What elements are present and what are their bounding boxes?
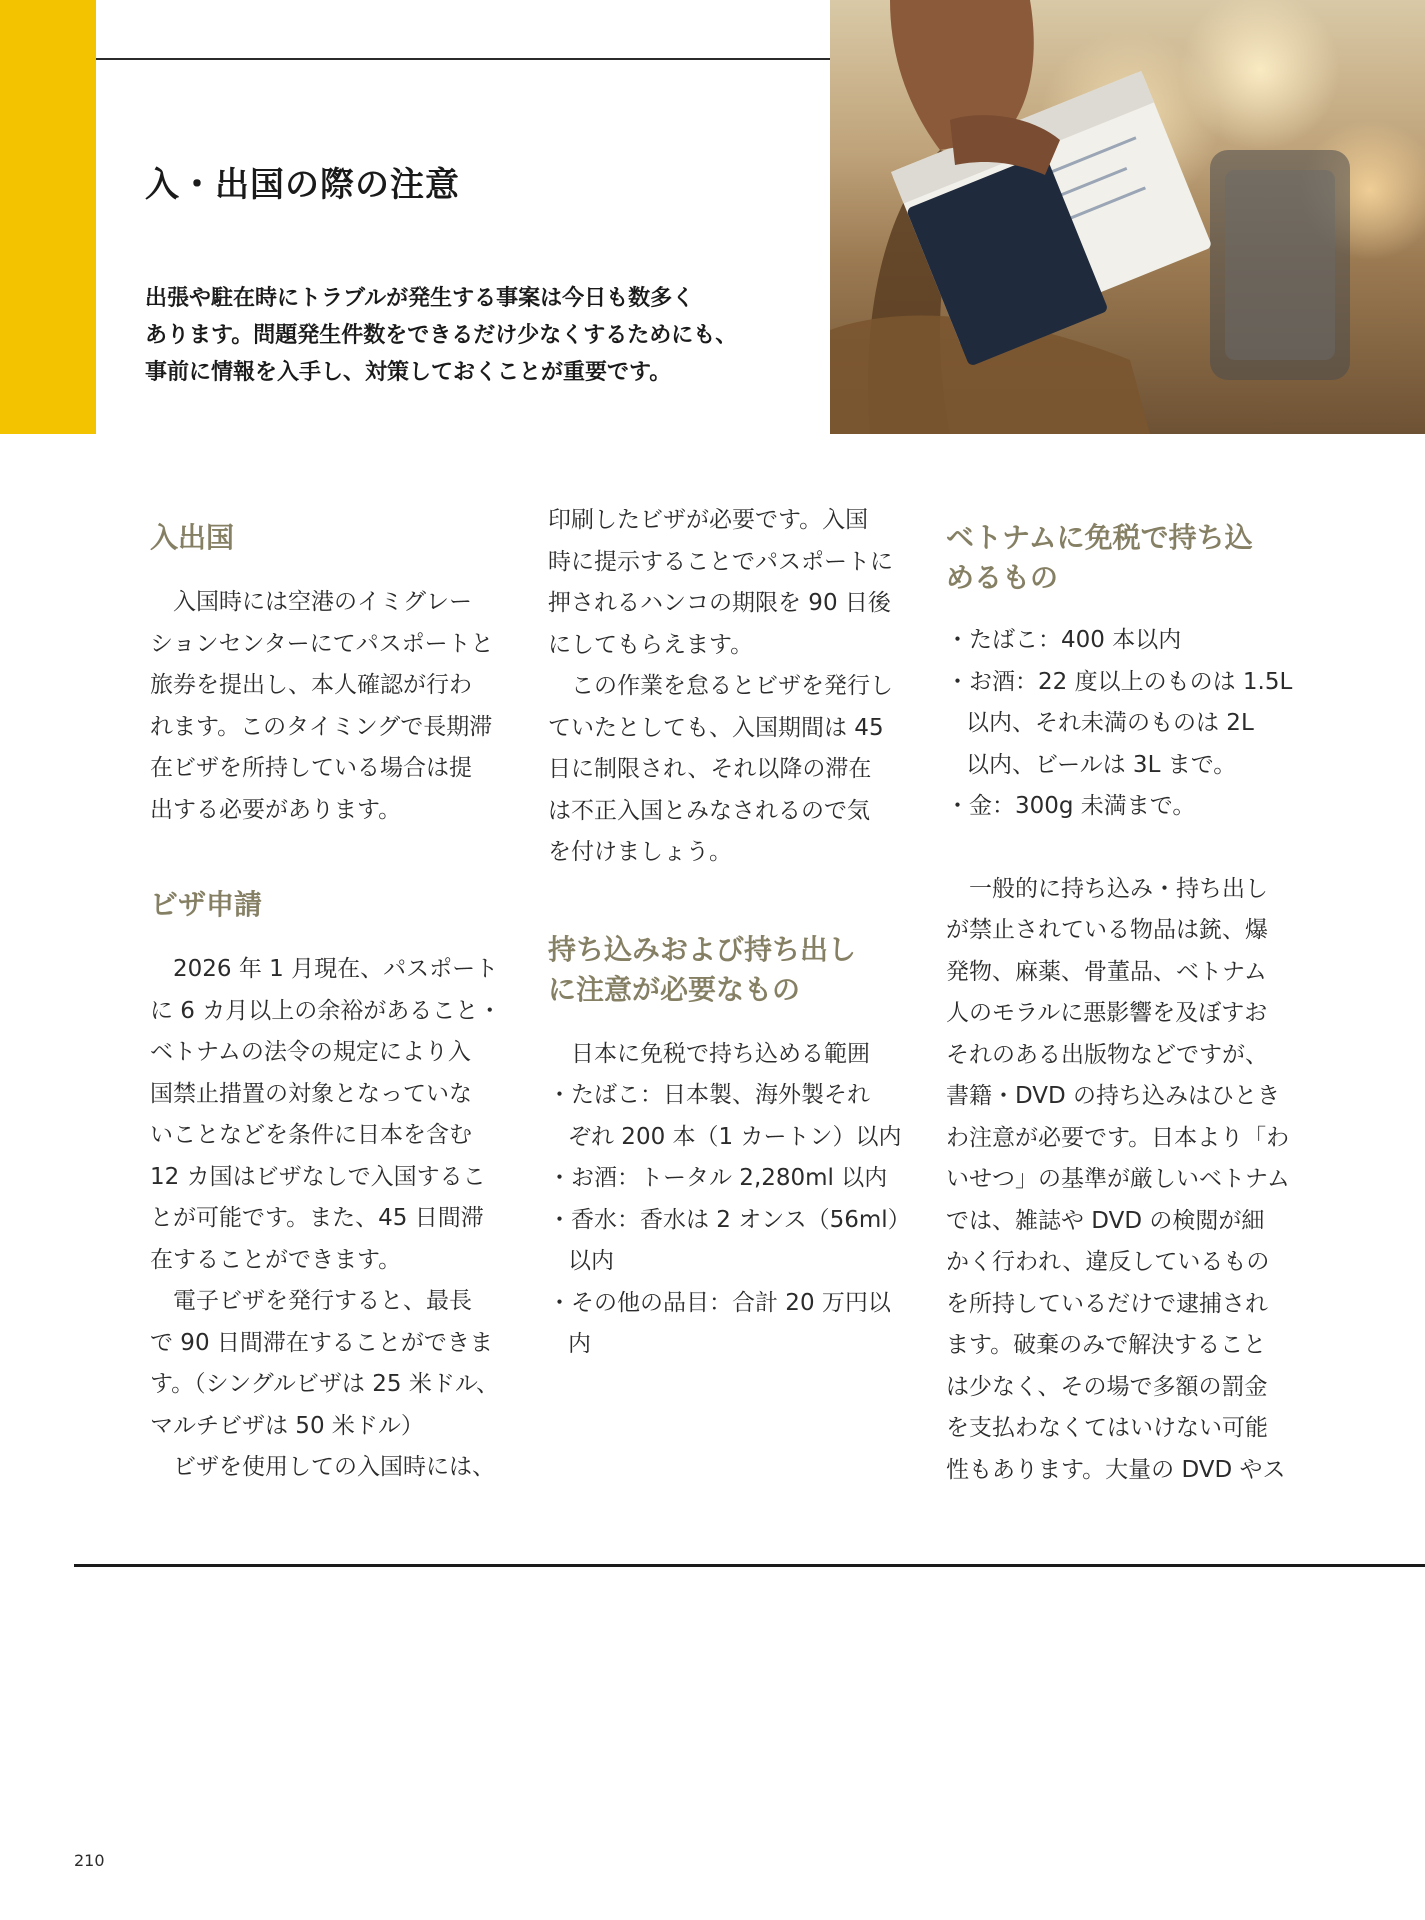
heading-line: ビザ申請	[150, 888, 263, 921]
text-line: この作業を怠るとビザを発行し	[548, 673, 893, 699]
section-heading-carry	[548, 930, 898, 1010]
text-line: ベトナムの法令の規定により入	[150, 1039, 471, 1065]
carry-list	[548, 1034, 911, 1366]
text-line: 旅券を提出し、本人確認が行わ	[150, 672, 472, 698]
text-line: 日本に免税で持ち込める範囲	[548, 1040, 870, 1067]
column-3	[946, 500, 1296, 1491]
list-item: ・香水：香水は 2 オンス（56ml）	[548, 1206, 911, 1233]
text-line: 時に提示することでパスポートに	[548, 548, 893, 575]
page-title: 入・出国の際の注意	[145, 165, 460, 205]
text-line: では、雑誌や DVD の検閲が細	[946, 1207, 1265, 1234]
list-item-continued: 以内、ビールは 3L まで。	[966, 751, 1237, 778]
text-line: いせつ」の基準が厳しいベトナム	[946, 1166, 1290, 1192]
text-line: ビザを使用しての入国時には、	[150, 1454, 495, 1480]
heading-line: 持ち込みおよび持ち出し	[548, 932, 857, 966]
list-item: ・たばこ：日本製、海外製それ	[548, 1082, 870, 1108]
text-line: 押されるハンコの期限を 90 日後	[548, 590, 891, 616]
text-line: ていたとしても、入国期間は 45	[548, 714, 884, 741]
section-heading-dutyfree	[946, 518, 1296, 598]
text-line: を付けましょう。	[548, 839, 732, 865]
text-line: 国禁止措置の対象となっていな	[150, 1080, 472, 1107]
text-line: 12 カ国はビザなしで入国するこ	[150, 1163, 486, 1190]
text-line: 電子ビザを発行すると、最長	[150, 1288, 472, 1314]
lead-line: 出張や駐在時にトラブルが発生する事案は今日も数多く	[145, 286, 695, 311]
accent-bar	[0, 0, 96, 434]
text-line: いことなどを条件に日本を含む	[150, 1122, 472, 1148]
photo-illustration	[830, 0, 1425, 434]
heading-line: めるもの	[946, 561, 1059, 594]
list-item: ・金：300g 未満まで。	[946, 793, 1196, 819]
lead-line: 事前に情報を入手し、対策しておくことが重要です。	[145, 360, 672, 385]
text-line: 入国時には空港のイミグレー	[150, 589, 472, 615]
text-line: 一般的に持ち込み・持ち出し	[946, 875, 1268, 902]
heading-line: ベトナムに免税で持ち込	[946, 521, 1253, 554]
text-line: に 6 カ月以上の余裕があること・	[150, 997, 502, 1024]
text-line: にしてもらえます。	[548, 631, 754, 658]
heading-line: に注意が必要なもの	[548, 972, 801, 1006]
text-line: 在ビザを所持している場合は提	[150, 755, 472, 781]
text-line: マルチビザは 50 米ドル）	[150, 1412, 424, 1439]
page-number: 210	[74, 1851, 105, 1870]
text-line: 発物、麻薬、骨董品、ベトナム	[946, 958, 1267, 985]
text-line: 2026 年 1 月現在、パスポート	[150, 956, 499, 982]
prohibited-paragraph	[946, 869, 1296, 1492]
text-line: とが可能です。また、45 日間滞	[150, 1205, 484, 1231]
text-line: は少なく、その場で多額の罰金	[946, 1373, 1268, 1400]
text-line: かく行われ、違反しているもの	[946, 1249, 1270, 1275]
lead-paragraph	[145, 280, 795, 391]
list-item-continued: 以内、それ未満のものは 2L	[966, 710, 1254, 736]
visa-paragraph	[150, 949, 500, 1489]
text-line: を所持しているだけで逮捕され	[946, 1290, 1268, 1317]
bottom-rule	[74, 1564, 1425, 1567]
section-heading-immigration	[150, 518, 500, 558]
list-item-continued: 内	[568, 1331, 591, 1357]
text-line: ションセンターにてパスポートと	[150, 630, 494, 657]
text-line: す。（シングルビザは 25 米ドル、	[150, 1371, 499, 1397]
text-line: は不正入国とみなされるので気	[548, 797, 870, 824]
text-line: 印刷したビザが必要です。入国	[548, 507, 869, 533]
column-1	[150, 500, 500, 1489]
section-heading-visa	[150, 885, 500, 925]
lead-line: あります。問題発生件数をできるだけ少なくするためにも、	[145, 323, 738, 348]
list-item-continued: 以内	[568, 1248, 614, 1274]
text-line: 人のモラルに悪影響を及ぼすお	[946, 1000, 1268, 1026]
heading-line: 入出国	[150, 521, 235, 554]
text-line: ます。破棄のみで解決すること	[946, 1332, 1267, 1358]
list-item: ・その他の品目：合計 20 万円以	[548, 1289, 891, 1316]
text-line: わ注意が必要です。日本より「わ	[946, 1124, 1290, 1151]
text-line: で 90 日間滞在することができま	[150, 1329, 493, 1356]
list-item: ・たばこ：400 本以内	[946, 627, 1182, 653]
text-line: が禁止されている物品は銃、爆	[946, 917, 1268, 943]
dutyfree-list	[946, 620, 1296, 828]
column-2	[548, 500, 911, 1366]
text-line: 性もあります。大量の DVD やス	[946, 1456, 1286, 1483]
text-line: 書籍・DVD の持ち込みはひとき	[946, 1083, 1281, 1109]
text-line: れます。このタイミングで長期滞	[150, 713, 493, 740]
list-item-continued: ぞれ 200 本（1 カートン）以内	[568, 1123, 902, 1150]
immigration-paragraph	[150, 582, 500, 831]
text-line: 出する必要があります。	[150, 796, 402, 823]
text-line: それのある出版物などですが、	[946, 1041, 1268, 1068]
text-line: 日に制限され、それ以降の滞在	[548, 756, 872, 782]
boarding-pass-photo	[830, 0, 1425, 434]
text-line: を支払わなくてはいけない可能	[946, 1415, 1268, 1441]
visa-continued-paragraph	[548, 500, 898, 874]
top-rule	[96, 58, 830, 60]
list-item: ・お酒：トータル 2,280ml 以内	[548, 1165, 888, 1191]
text-line: 在することができます。	[150, 1246, 402, 1273]
list-item: ・お酒：22 度以上のものは 1.5L	[946, 668, 1293, 695]
